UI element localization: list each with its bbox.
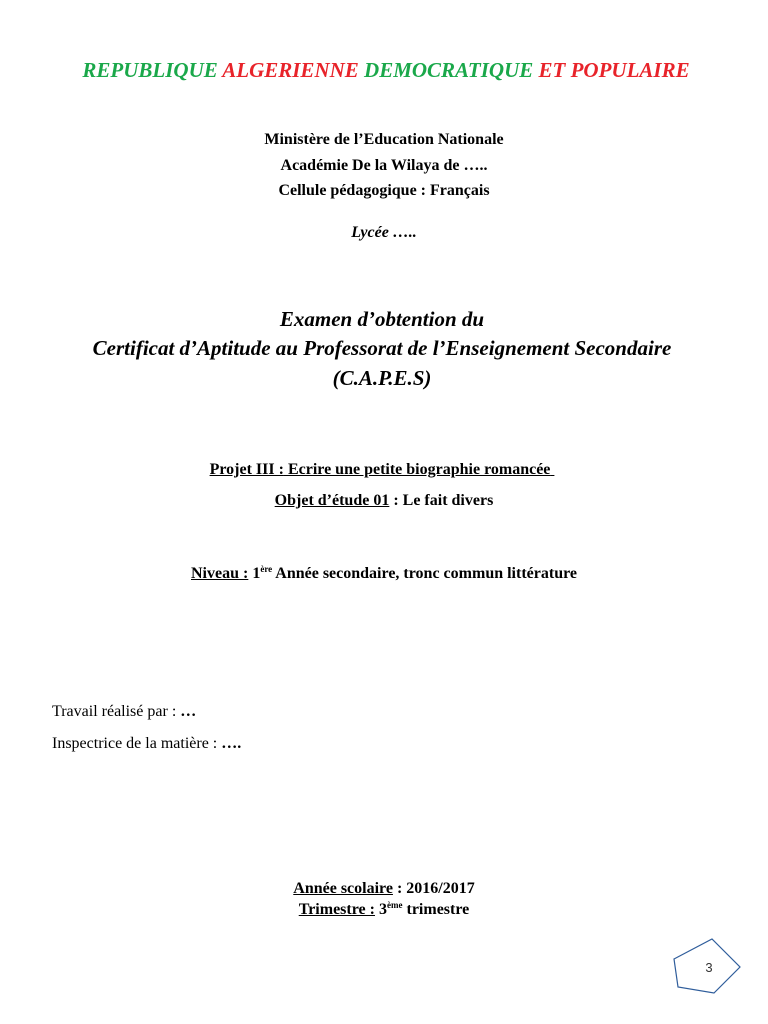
project-label: Projet III : bbox=[209, 461, 284, 478]
academy-name: Académie De la Wilaya de ….. bbox=[280, 157, 488, 174]
page-number-badge bbox=[672, 937, 742, 999]
exam-title-line1: Examen d’obtention du bbox=[279, 307, 485, 331]
level-number: 1 bbox=[248, 565, 261, 582]
level-label: Niveau : bbox=[191, 565, 249, 582]
ministry-name: Ministère de l’Education Nationale bbox=[264, 131, 504, 148]
trimester-label: Trimestre : bbox=[298, 901, 375, 918]
level-superscript: ère bbox=[260, 564, 273, 574]
object-text: : Le fait divers bbox=[389, 492, 494, 509]
page-number: 3 bbox=[705, 960, 713, 975]
level-line bbox=[0, 565, 768, 583]
pedagogic-cell: Cellule pédagogique : Français bbox=[278, 182, 490, 199]
lycee-name: Lycée ….. bbox=[351, 224, 417, 241]
project-text: Ecrire une petite biographie romancée bbox=[283, 461, 551, 478]
trimester-superscript: ème bbox=[386, 900, 403, 910]
inspector-line bbox=[52, 735, 241, 753]
work-value: … bbox=[180, 703, 197, 720]
inspector-label: Inspectrice de la matière : bbox=[52, 735, 222, 752]
republic-word-3: DEMOCRATIQUE bbox=[364, 58, 534, 82]
work-line bbox=[52, 703, 196, 721]
project-line bbox=[0, 461, 766, 479]
trimester-number: 3 bbox=[374, 901, 387, 918]
trimester-line bbox=[0, 901, 768, 919]
republic-word-2: ALGERIENNE bbox=[222, 58, 359, 82]
object-label: Objet d’étude 01 bbox=[274, 492, 390, 509]
inspector-value: …. bbox=[221, 735, 242, 752]
exam-title-line3: (C.A.P.E.S) bbox=[332, 366, 432, 390]
work-label: Travail réalisé par : bbox=[52, 703, 181, 720]
school-year-label: Année scolaire bbox=[293, 880, 393, 897]
school-year-line bbox=[0, 880, 768, 898]
republic-title bbox=[26, 58, 746, 83]
project-trailing-underline bbox=[550, 461, 554, 478]
republic-word-1: REPUBLIQUE bbox=[82, 58, 218, 82]
republic-word-4: ET POPULAIRE bbox=[538, 58, 690, 82]
trimester-text: trimestre bbox=[402, 901, 470, 918]
level-text: Année secondaire, tronc commun littérature bbox=[272, 565, 577, 582]
school-year-value: : 2016/2017 bbox=[392, 880, 475, 897]
object-line bbox=[0, 492, 768, 510]
exam-title-line2: Certificat d’Aptitude au Professorat de l’Enseignement Secondaire bbox=[92, 336, 672, 360]
